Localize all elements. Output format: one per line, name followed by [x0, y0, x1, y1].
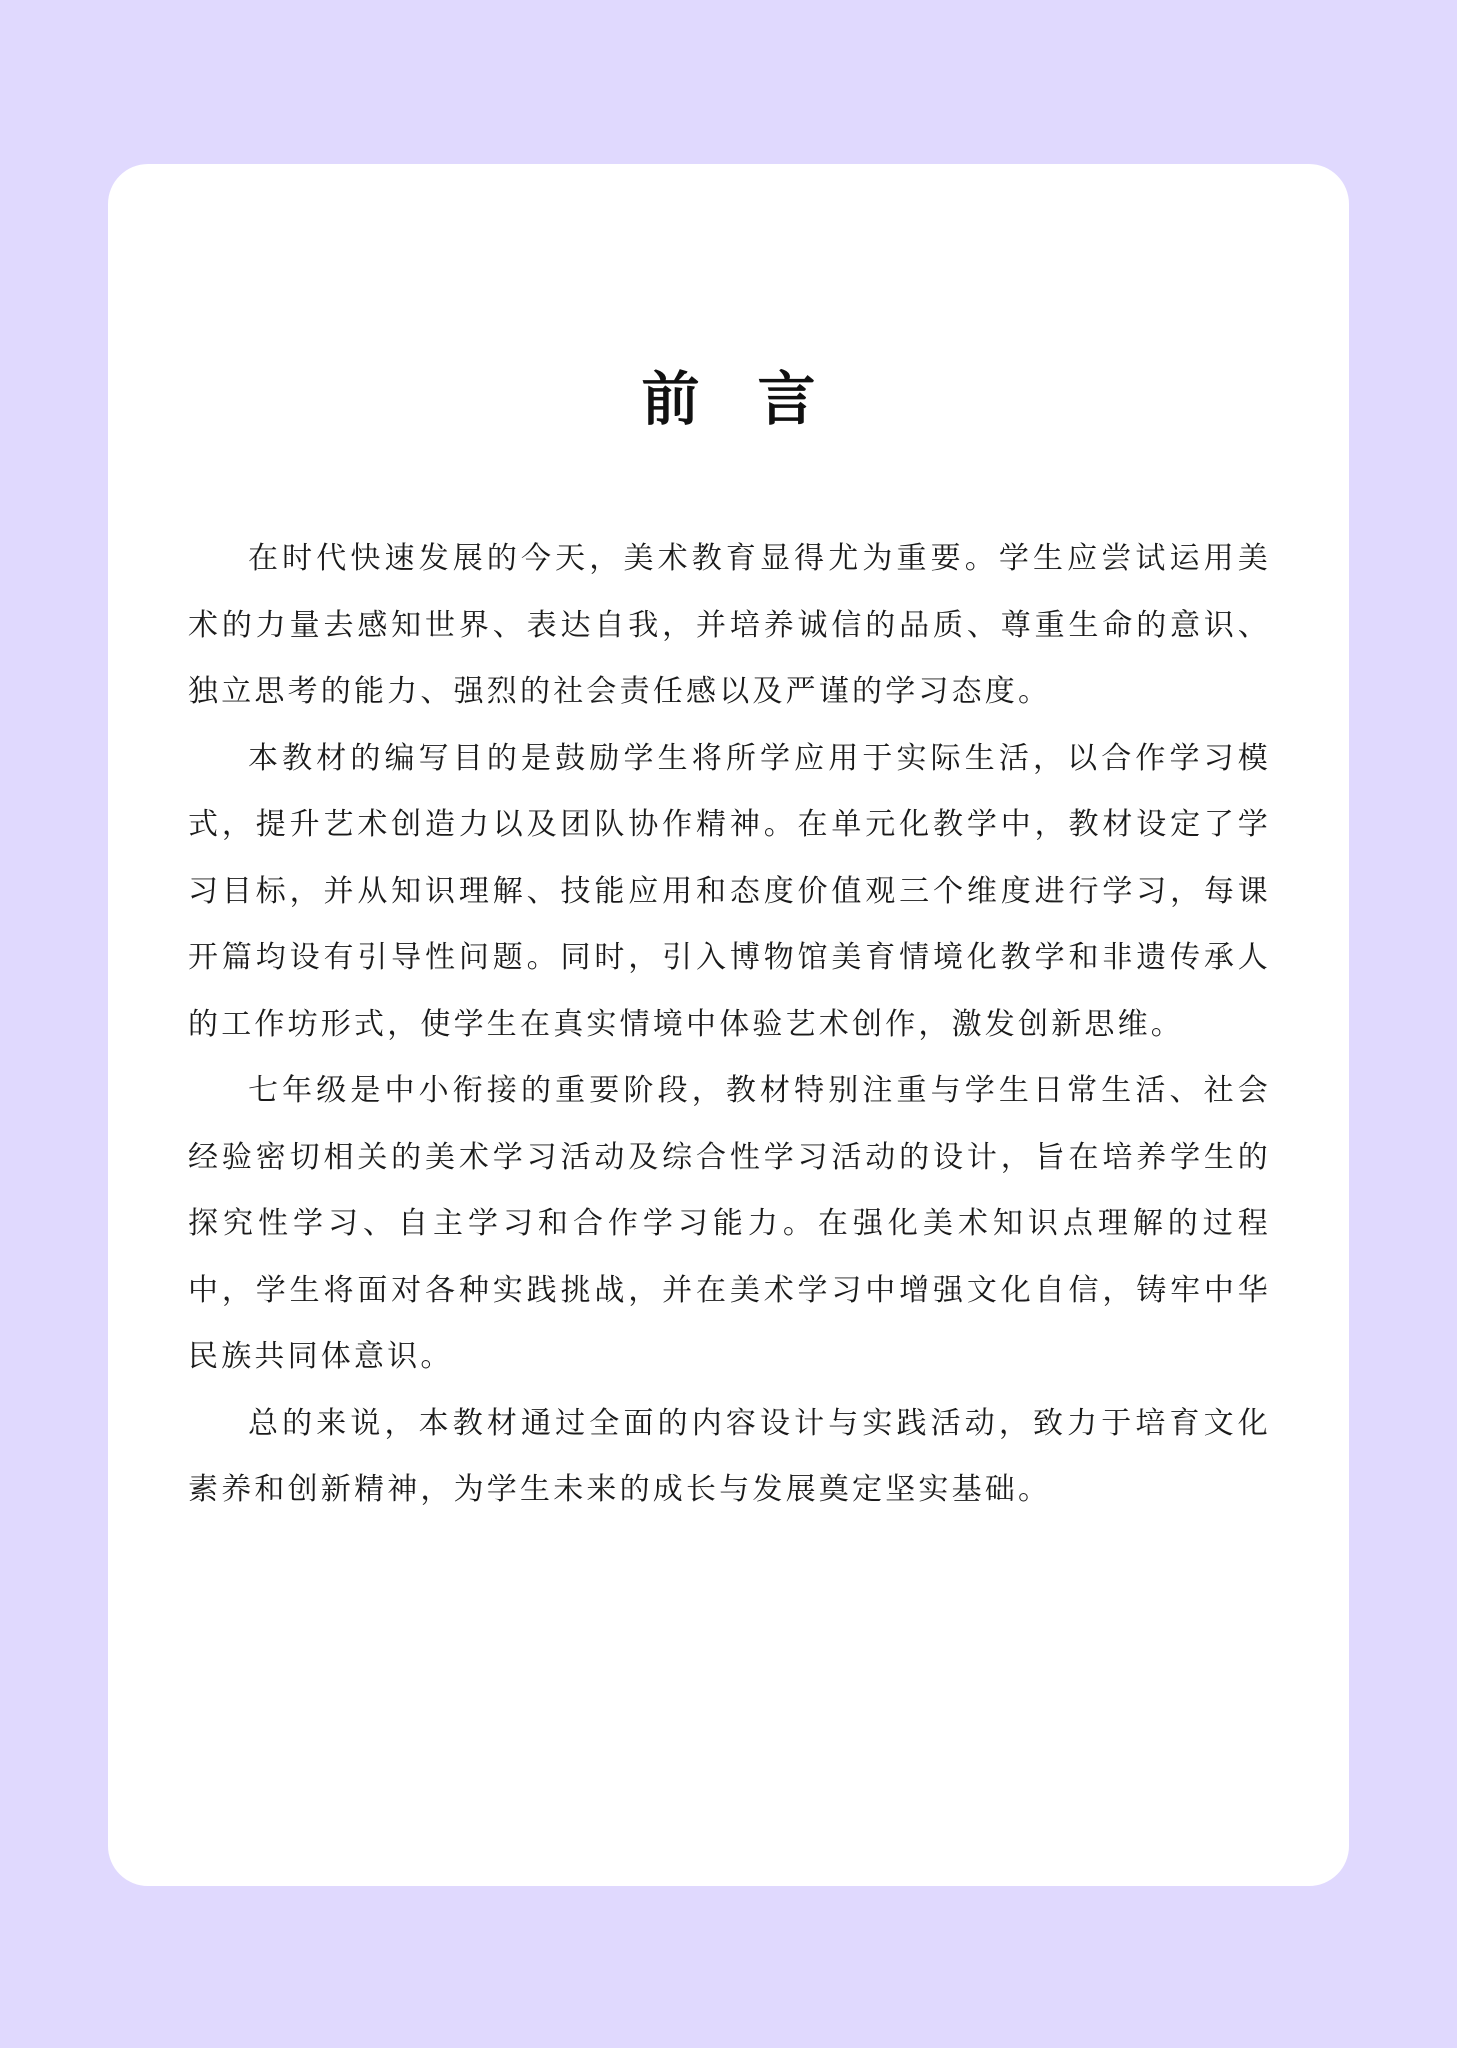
paragraph-2: 本教材的编写目的是鼓励学生将所学应用于实际生活，以合作学习模式，提升艺术创造力以及团队协作精神。在单元化教学中，教材设定了学习目标，并从知识理解、技能应用和态度价值观三个维度进行学习，每课开篇均设有引导性问题。同时，引入博物馆美育情境化教学和非遗传承人的工作坊形式，使学生在真实情境中体验艺术创作，激发创新思维。: [188, 740, 1271, 1042]
paragraph-4: 总的来说，本教材通过全面的内容设计与实践活动，致力于培育文化素养和创新精神，为学生未来的成长与发展奠定坚实基础。: [188, 1405, 1271, 1507]
preface-body: [188, 526, 1271, 1524]
paragraph-1: 在时代快速发展的今天，美术教育显得尤为重要。学生应尝试运用美术的力量去感知世界、表达自我，并培养诚信的品质、尊重生命的意识、独立思考的能力、强烈的社会责任感以及严谨的学习态度。: [188, 541, 1271, 709]
paragraph-3: 七年级是中小衔接的重要阶段，教材特别注重与学生日常生活、社会经验密切相关的美术学习活动及综合性学习活动的设计，旨在培养学生的探究性学习、自主学习和合作学习能力。在强化美术知识点理解的过程中，学生将面对各种实践挑战，并在美术学习中增强文化自信，铸牢中华民族共同体意识。: [188, 1073, 1271, 1374]
page-title: 前言: [641, 365, 874, 433]
